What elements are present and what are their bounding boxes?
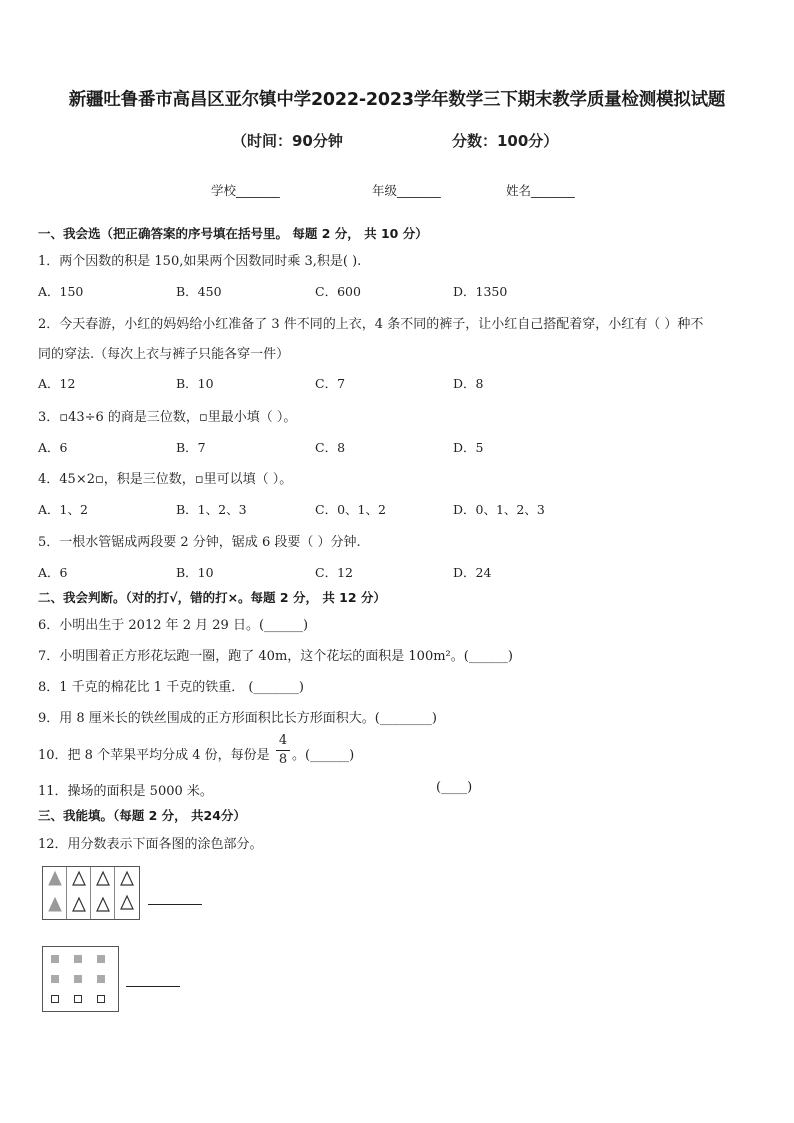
q4-option-d: D．0、1、2、3	[453, 502, 545, 517]
question-10-text: 10．把 8 个苹果平均分成 4 份，每份是	[38, 748, 270, 763]
question-7: 7．小明围着正方形花坛跑一圈，跑了 40m，这个花坛的面积是 100m²。(______)	[38, 649, 513, 664]
question-4: 4．45×2▫，积是三位数，▫里可以填（ ）。	[38, 472, 293, 487]
question-11: 11．操场的面积是 5000 米。	[38, 784, 213, 799]
section-1-heading: 一、我会选（把正确答案的序号填在括号里。 每题 2 分， 共 10 分）	[38, 226, 428, 241]
q3-option-c: C．8	[315, 440, 346, 455]
q3-option-a: A．6	[38, 440, 68, 455]
question-3: 3．▫43÷6 的商是三位数，▫里最小填（ ）。	[38, 410, 297, 425]
section-2-heading: 二、我会判断。（对的打√，错的打×。每题 2 分， 共 12 分）	[38, 590, 386, 605]
q5-option-b: B．10	[176, 565, 214, 580]
triangle-icon	[73, 898, 85, 911]
q5-option-c: C．12	[315, 565, 353, 580]
triangle-icon	[73, 872, 85, 885]
exam-time: （时间：90分钟	[232, 132, 343, 150]
school-field[interactable]: 学校_______	[211, 183, 280, 198]
question-10-blank: 。(______)	[292, 748, 355, 763]
q3-option-b: B．7	[176, 440, 206, 455]
q1-option-c: C．600	[315, 284, 361, 299]
question-8: 8．1 千克的棉花比 1 千克的铁重． (_______)	[38, 680, 304, 695]
q5-option-d: D．24	[453, 565, 492, 580]
exam-score: 分数：100分）	[452, 132, 559, 150]
q3-option-d: D．5	[453, 440, 484, 455]
q1-option-b: B．450	[176, 284, 222, 299]
answer-line-2[interactable]	[126, 986, 180, 987]
triangle-shapes	[43, 867, 139, 919]
exam-title: 新疆吐鲁番市高昌区亚尔镇中学2022-2023学年数学三下期末教学质量检测模拟试题	[68, 90, 726, 110]
question-1: 1．两个因数的积是 150,如果两个因数同时乘 3,积是( ).	[38, 254, 362, 269]
question-12: 12．用分数表示下面各图的涂色部分。	[38, 837, 263, 852]
triangle-icon	[121, 872, 133, 885]
section-3-heading: 三、我能填。（每题 2 分， 共24分）	[38, 808, 246, 823]
question-11-blank: (____)	[436, 780, 473, 795]
q1-option-a: A．150	[38, 284, 84, 299]
answer-line-1[interactable]	[148, 904, 202, 905]
triangle-icon	[121, 896, 133, 909]
fraction-four-eighths	[276, 733, 290, 768]
triangle-figure	[42, 866, 140, 920]
question-5: 5．一根水管锯成两段要 2 分钟，锯成 6 段要（ ）分钟.	[38, 535, 361, 550]
fraction-denominator: 8	[278, 752, 288, 767]
question-9: 9．用 8 厘米长的铁丝围成的正方形面积比长方形面积大。(________)	[38, 711, 437, 726]
square-icon	[51, 995, 59, 1003]
q4-option-c: C．0、1、2	[315, 502, 386, 517]
q4-option-b: B．1、2、3	[176, 502, 247, 517]
q2-option-a: A．12	[38, 376, 76, 391]
name-field[interactable]: 姓名_______	[506, 183, 575, 198]
shaded-square-icon	[97, 975, 105, 983]
grade-field[interactable]: 年级_______	[372, 183, 441, 198]
shaded-square-icon	[74, 975, 82, 983]
q4-option-a: A．1、2	[38, 502, 88, 517]
q2-option-b: B．10	[176, 376, 214, 391]
q2-option-c: C．7	[315, 376, 346, 391]
triangle-icon	[97, 898, 109, 911]
question-2-line-1: 2．今天春游，小红的妈妈给小红准备了 3 件不同的上衣，4 条不同的裤子，让小红自己搭配着穿，小红有（ ）种不	[38, 317, 704, 332]
shaded-triangle-icon	[49, 898, 61, 911]
question-6: 6．小明出生于 2012 年 2 月 29 日。(______)	[38, 618, 309, 633]
square-icon	[74, 995, 82, 1003]
question-2-line-2: 同的穿法.（每次上衣与裤子只能各穿一件）	[38, 347, 290, 362]
square-icon	[97, 995, 105, 1003]
q1-option-d: D．1350	[453, 284, 508, 299]
shaded-triangle-icon	[49, 872, 61, 885]
fraction-numerator: 4	[278, 733, 288, 748]
shaded-square-icon	[51, 955, 59, 963]
square-figure	[42, 946, 119, 1012]
q2-option-d: D．8	[453, 376, 484, 391]
triangle-icon	[97, 872, 109, 885]
shaded-square-icon	[74, 955, 82, 963]
shaded-square-icon	[97, 955, 105, 963]
shaded-square-icon	[51, 975, 59, 983]
fraction-bar	[276, 750, 290, 751]
q5-option-a: A．6	[38, 565, 68, 580]
